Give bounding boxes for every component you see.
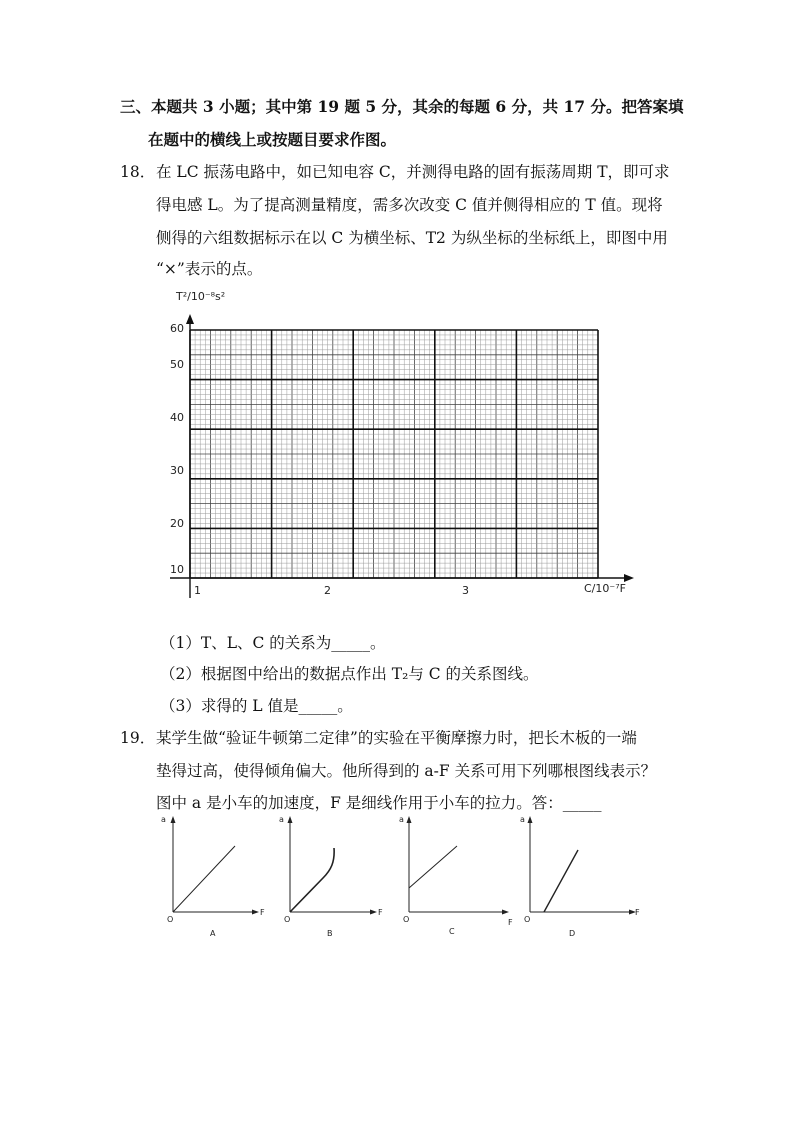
- question-18-number: 18．: [120, 163, 156, 181]
- graph-b-y-axis: a: [279, 815, 284, 824]
- x-axis-label: C/10⁻⁷F: [584, 582, 626, 595]
- graph-b: [275, 812, 385, 942]
- graph-c-y-axis: a: [399, 815, 404, 824]
- section-heading-line1: 三、本题共 3 小题；其中第 19 题 5 分，其余的每题 6 分，共 17 分。把答案填: [120, 97, 684, 116]
- graph-c-x-axis: F: [508, 918, 513, 927]
- x-tick-label: 1: [194, 584, 201, 597]
- section-heading-line2: 在题中的横线上或按题目要求作图。: [148, 130, 397, 149]
- x-tick-label: 3: [462, 584, 469, 597]
- x-axis-arrow: [624, 574, 634, 582]
- graph-b-label: B: [327, 929, 333, 938]
- graph-a-x-axis: F: [260, 908, 265, 917]
- question-18-sub1: （1）T、L、C 的关系为_____。: [160, 634, 386, 652]
- question-18-sub2: （2）根据图中给出的数据点作出 T₂与 C 的关系图线。: [160, 665, 539, 683]
- y-tick-label: 10: [170, 563, 184, 576]
- graph-c: [395, 812, 515, 942]
- graph-paper-chart: [150, 280, 650, 605]
- x-tick-label: 2: [324, 584, 331, 597]
- graph-a-origin: O: [167, 915, 174, 924]
- question-19-line1: 某学生做“验证牛顿第二定律”的实验在平衡摩擦力时，把长木板的一端: [156, 729, 637, 747]
- chart-axes: [170, 314, 634, 598]
- question-18-line1: 在 LC 振荡电路中，如已知电容 C，并测得电路的固有振荡周期 T，即可求: [156, 163, 670, 181]
- graph-a-y-axis: a: [161, 815, 166, 824]
- graph-d: [514, 812, 644, 942]
- graph-d-origin: O: [524, 915, 531, 924]
- question-18-line3: 侧得的六组数据标示在以 C 为横坐标、T2 为纵坐标的坐标纸上，即图中用: [156, 229, 668, 247]
- question-18-line2: 得电感 L。为了提高测量精度，需多次改变 C 值并侧得相应的 T 值。现将: [156, 196, 663, 214]
- graph-c-origin: O: [403, 915, 410, 924]
- y-axis-arrow: [186, 314, 194, 324]
- graph-a: [155, 812, 265, 942]
- question-19-number: 19．: [120, 729, 156, 747]
- y-tick-label: 60: [170, 322, 184, 335]
- tick-labels: [170, 322, 469, 597]
- y-tick-label: 40: [170, 411, 184, 424]
- graph-a-label: A: [210, 929, 216, 938]
- minor-grid: [190, 330, 598, 578]
- question-19-line3: 图中 a 是小车的加速度，F 是细线作用于小车的拉力。答：_____: [156, 794, 602, 812]
- question-18-line4: “×”表示的点。: [156, 260, 263, 278]
- question-18-sub3: （3）求得的 L 值是_____。: [160, 697, 353, 715]
- graph-b-origin: O: [284, 915, 291, 924]
- graph-d-label: D: [569, 929, 576, 938]
- question-19-line2: 垫得过高，使得倾角偏大。他所得到的 a-F 关系可用下列哪根图线表示？: [156, 762, 657, 780]
- y-axis-label: T²/10⁻⁸s²: [176, 290, 226, 303]
- graph-b-x-axis: F: [378, 908, 383, 917]
- graph-d-y-axis: a: [520, 815, 525, 824]
- graph-d-x-axis: F: [635, 908, 640, 917]
- graph-c-label: C: [449, 927, 455, 936]
- y-tick-label: 30: [170, 464, 184, 477]
- y-tick-label: 20: [170, 517, 184, 530]
- y-tick-label: 50: [170, 358, 184, 371]
